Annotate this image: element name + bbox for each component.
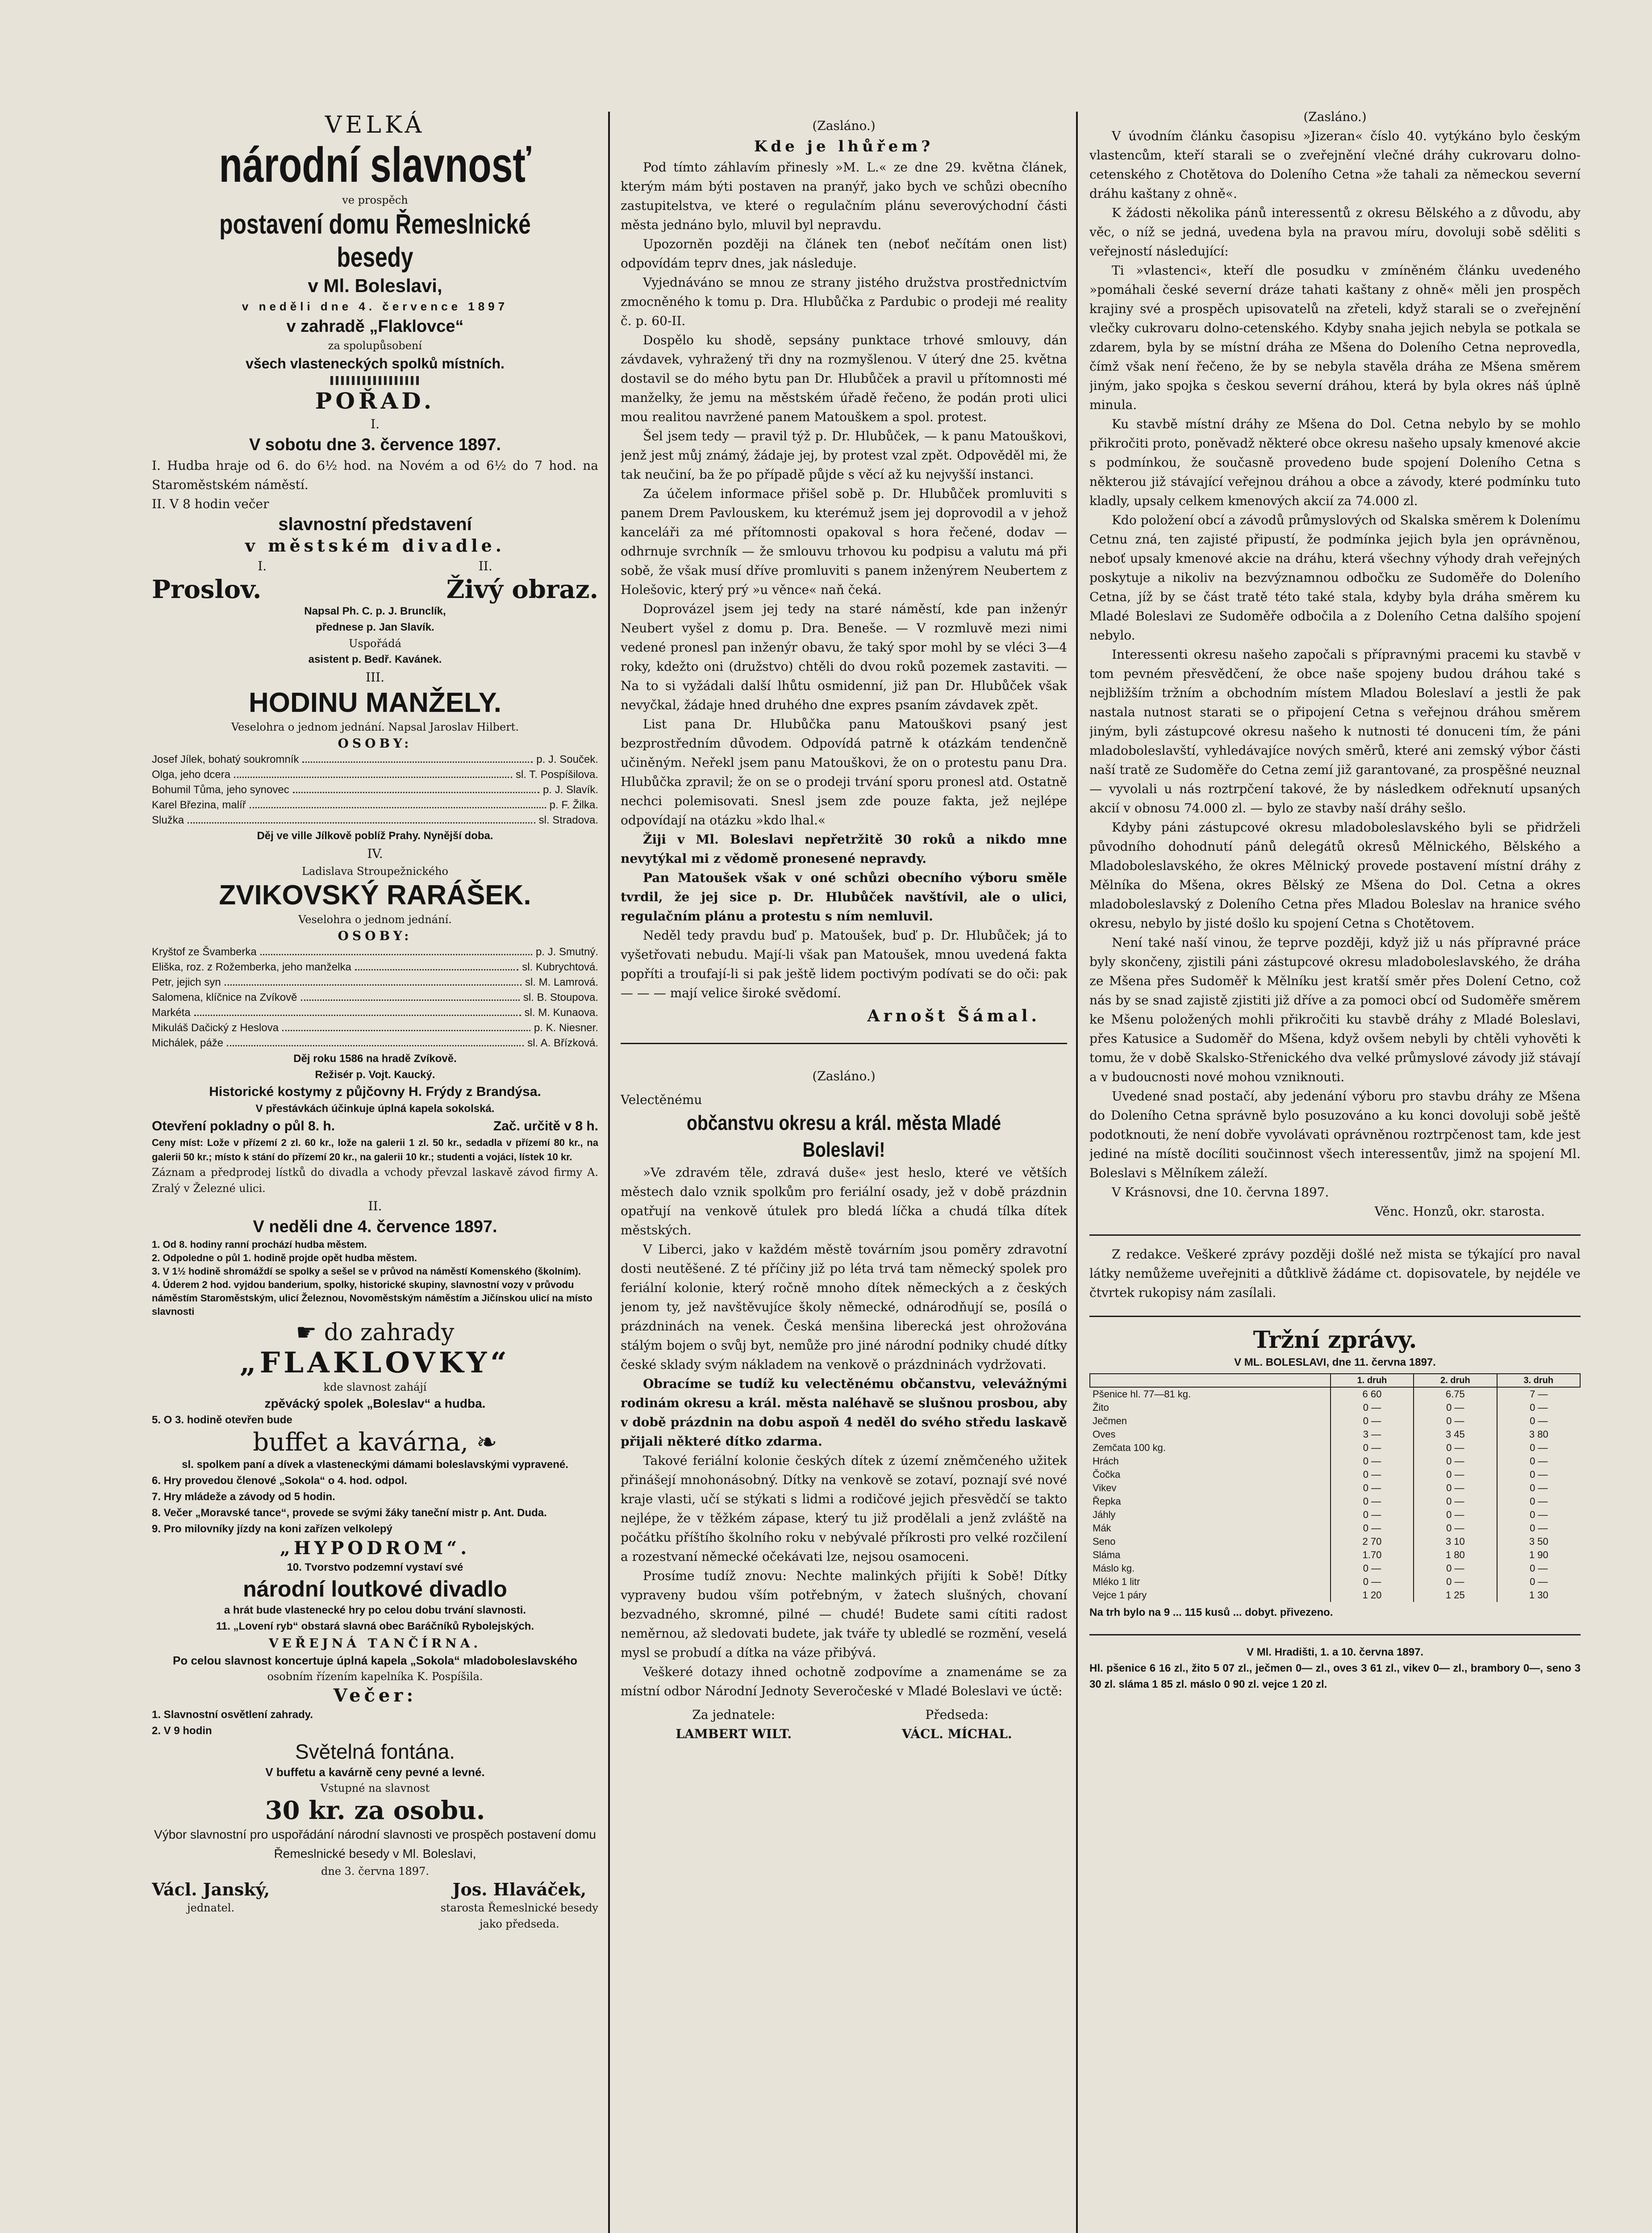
- saturday-item-2: II. V 8 hodin večer: [152, 497, 269, 511]
- to-garden-text: do zahrady: [324, 1319, 455, 1346]
- section-divider: [1089, 1316, 1581, 1317]
- price-cell: 0 —: [1331, 1414, 1414, 1428]
- cast-actor: p. J. Smutný.: [535, 946, 598, 958]
- signature-name: Václ. Janský,: [152, 1879, 270, 1899]
- price-cell: 1 90: [1497, 1548, 1580, 1562]
- saturday-item-1: I. Hudba hraje od 6. do 6½ hod. na Novém a od 6½ do 7 hod. na Staroměstském náměstí.: [152, 458, 598, 492]
- hradiste-heading: V Ml. Hradišti, 1. a 10. června 1897.: [1246, 1646, 1424, 1658]
- price-cell: 0 —: [1414, 1414, 1497, 1428]
- cast-row: [152, 975, 598, 990]
- proslov: Proslov.: [152, 575, 262, 604]
- paragraph: Obracíme se tudíž ku velectěnému občanstvu, velevážnými rodinám okresu a král. města naléhavě se slušnou prosbou, aby v době prázdnin na dobu aspoň 4 neděl do svého středu laskavě přijali některé dítko zdarma.: [621, 1376, 1067, 1449]
- number-1: I.: [258, 559, 267, 573]
- numbers-row: [152, 556, 598, 576]
- cast-role: Služka: [152, 814, 184, 826]
- commodity-cell: Mléko 1 litr: [1093, 1576, 1140, 1587]
- program-heading: POŘAD.: [315, 388, 435, 414]
- table-header-row: [1090, 1374, 1580, 1387]
- price-cell: 6 60: [1331, 1387, 1414, 1401]
- cast-row: [152, 1020, 598, 1036]
- paragraph: Doprovázel jsem jej tedy na staré náměstí, kde pan inženýr Neubert vyšel z domu p. Dra. Beneše. — V rozmluvě mezi nimi vedené pronesl pan inženýr obavu, že taký spor mohl by se vléci 3—4 roky, kdežto oni (družstvo) chtěli do dvou roků pozemek zastaviti. — Na to si vyžádali další lhůtu osmidenní, již pan Dr. Hlubůček však nevyčkal, žádaje hned druhého dne expres psaním závdavek zpět.: [621, 602, 1067, 712]
- buffet-subtitle: sl. spolkem paní a dívek a vlasteneckými dámami boleslavskými vypravené.: [182, 1459, 568, 1471]
- paragraph: Neděl tedy pravdu buď p. Matoušek, buď p. Dr. Hlubůček; já to vyšetřovati nebudu. Mají-li však pan Matoušek, mnou uvedená fakta popříti a troufají-li si pak ještě lidem poctivým podívati se do oči: pak — — — mají velice široké svědomí.: [621, 928, 1067, 1000]
- railway-and-market-column: [1089, 107, 1581, 2233]
- item-5: 5. O 3. hodině otevřen bude: [152, 1414, 292, 1426]
- activity-item: 6. Hry provedou členové „Sokola“ o 4. hod. odpol.: [152, 1475, 408, 1487]
- signatures: [152, 1879, 598, 1932]
- cast-row: [152, 782, 598, 798]
- paragraph: »Ve zdravém těle, zdravá duše« jest heslo, které ve větších městech dalo vznik spolkům pro feriální osady, jež v době prázdnin opatřují na venkově útulek pro bledá líčka a chudá tílka dítek městských.: [621, 1165, 1067, 1238]
- market-table-body: [1090, 1387, 1580, 1602]
- cast-heading-2: OSOBY:: [338, 928, 413, 943]
- commodity-cell: Pšenice hl. 77—81 kg.: [1093, 1388, 1191, 1400]
- market-subheading: V ML. BOLESLAVI, dne 11. června 1897.: [1234, 1356, 1436, 1368]
- author-line-2: přednese p. Jan Slavík.: [316, 621, 434, 633]
- zivy-obraz: Živý obraz.: [446, 575, 598, 604]
- letter-2-signatures: [621, 1705, 1067, 1744]
- price-cell: 0 —: [1497, 1508, 1580, 1522]
- subtitle-6: za spolupůsobení: [328, 339, 422, 352]
- price-cell: 1 80: [1414, 1548, 1497, 1562]
- commodity-cell: Řepka: [1093, 1496, 1121, 1507]
- cast-actor: p. F. Žilka.: [549, 799, 598, 811]
- signature-name: VÁCL. MÍCHAL.: [901, 1727, 1012, 1741]
- box-office-opening: Otevření pokladny o půl 8. h.: [152, 1119, 335, 1133]
- paragraph: V Liberci, jako v každém městě továrním jsou poměry zdravotní dosti neutěšené. Z té příčiny již po léta trvá tam německý spolek pro feriální kolonie, který ročně mnoho dítek německých a z českých jenom ty, jež navštěvujíce školy německé, odnárodňují se, posílá o prázdninách na venek. Česká menšina liberecká jest ohrožována stálým bojem o svůj byt, nemůže pro jiné národní podniky chudé dítky české sklady svým nákladem na venkově o prázdninách vydržovati.: [621, 1242, 1067, 1372]
- price-cell: 0 —: [1331, 1401, 1414, 1414]
- signature-role: starosta Řemeslnické besedy: [440, 1902, 598, 1914]
- number-2: II.: [478, 559, 492, 573]
- price-cell: 0 —: [1414, 1401, 1497, 1414]
- price-cell: 3 80: [1497, 1428, 1580, 1441]
- flaklovky-title: „FLAKLOVKY“: [239, 1346, 511, 1380]
- sunday-item: 4. Úderem 2 hod. vyjdou banderium, spolky, historické skupiny, slavnostní vozy v průvodu náměstím Staroměstským, ulicí Železnou, Novoměstským náměstím a Jičínskou ulicí na místo slavnosti: [152, 1279, 592, 1317]
- cast-role: Olga, jeho dcera: [152, 769, 231, 781]
- commodity-cell: Mák: [1093, 1522, 1111, 1534]
- activity-item: 8. Večer „Moravské tance“, provede se svými žáky taneční mistr p. Ant. Duda.: [152, 1507, 547, 1519]
- saturday-heading: V sobotu dne 3. července 1897.: [249, 435, 501, 454]
- cast-actor: p. J. Slavík.: [542, 784, 598, 796]
- intermission-note: V přestávkách účinkuje úplná kapela sokolská.: [255, 1103, 495, 1115]
- editorial-note: Z redakce. Veškeré zprávy později došlé než mista se týkající pro naval látky nemůžeme uveřejniti a důtklivě žádáme ct. dopisovatele, by nejdéle ve čtvrtek rukopisy nám zasílali.: [1089, 1247, 1581, 1300]
- paragraph: Není také naší vinou, že teprve později, když již u nás přípravné práce byly skončeny, zjistili páni zástupcové okresu mladoboleslavského, že dráha ze Mšena přes Sudoměř k Mělníku jest kratší směr přes Dolení Cetno, což nás by se snad zajistě zjistiti již dříve a za pomoci obcí od Sudoměře směrem ke Mšenu položených mohli přikročiti ku stavbě dráhy z Mladé Boleslavi, přes Katusice a Sudoměř do Mšena, když ovšem nebyli by chtěli vyhověti k tomu, že v době Skalsko-Střenického dva velké průmyslové závody již stávají a v budoucnosti nové mohou vzniknouti.: [1089, 935, 1581, 1084]
- place-date: V Krásnovsi, dne 10. června 1897.: [1112, 1185, 1329, 1200]
- price-cell: 0 —: [1497, 1468, 1580, 1481]
- price-cell: 0 —: [1331, 1468, 1414, 1481]
- price-cell: 0 —: [1414, 1481, 1497, 1495]
- evening-heading: Večer:: [333, 1685, 417, 1706]
- subtitle-2: postavení domu Řemeslnické besedy: [219, 209, 531, 273]
- table-row: [1090, 1401, 1580, 1414]
- table-row: [1090, 1522, 1580, 1535]
- buffet-title: [152, 1428, 598, 1457]
- ornament-divider: [330, 376, 420, 385]
- sunday-item: 1. Od 8. hodiny ranní prochází hudba městem.: [152, 1239, 367, 1250]
- price-cell: 0 —: [1497, 1562, 1580, 1575]
- paragraph: Za účelem informace přišel sobě p. Dr. Hlubůček promluviti s panem Drem Pavlouskem, ku kterémuž jsem jej doprovodil a v jehož kanceláři za mé přítomnosti opakoval s hora řečené, dodav — odhrnuje svrchník — že smlouvu trhovou ku podpisu a valutu má při sobě, že však musí dříve promluviti s panem inženýrem Neubertem z Holešovic, který prý »u věnce« naň čeká.: [621, 486, 1067, 597]
- table-header: [1090, 1374, 1331, 1387]
- subtitle-7: všech vlasteneckých spolků místních.: [246, 355, 505, 372]
- price-cell: 0 —: [1497, 1414, 1580, 1428]
- paragraph: Upozorněn později na článek ten (neboť nečítám onen list) odpovídám teprv dnes, jak následuje.: [621, 237, 1067, 271]
- signature-block-2: [902, 1705, 1012, 1744]
- sunday-item: 2. Odpoledne o půl 1. hodině projde opět hudba městem.: [152, 1252, 417, 1263]
- price-cell: 3 50: [1497, 1535, 1580, 1548]
- price-cell: 7 —: [1497, 1387, 1580, 1401]
- price-cell: 2 70: [1331, 1535, 1414, 1548]
- cast-row: [152, 813, 598, 828]
- cast-role: Petr, jejich syn: [152, 976, 221, 988]
- section-4: IV.: [367, 846, 383, 861]
- cast-actor: sl. Kubrychtová.: [522, 961, 598, 973]
- play-2-title: ZVIKOVSKÝ RARÁŠEK.: [219, 880, 531, 911]
- letter-2-heading: občanstvu okresu a král. města Mladé Boleslavi!: [686, 1111, 1001, 1161]
- signature-name: LAMBERT WILT.: [676, 1727, 792, 1741]
- cast-row: [152, 798, 598, 813]
- assistant: asistent p. Bedř. Kavánek.: [308, 653, 442, 665]
- price-cell: 0 —: [1414, 1441, 1497, 1455]
- livestock-note: Na trh bylo na 9 ... 115 kusů ... dobyt. přivezeno.: [1089, 1606, 1333, 1618]
- letter-2-body: [621, 1163, 1067, 1701]
- table-row: [1090, 1428, 1580, 1441]
- choir-band: zpěvácký spolek „Boleslav“ a hudba.: [264, 1397, 486, 1410]
- paragraph: Uvedené snad postačí, aby jedenání výboru pro stavbu dráhy ze Mšena do Doleního Cetna správně bylo posuzováno a ku konci dovoluji sobě ještě podotknouti, že není dobře vyvolávati oprávněnou roztrpčenost tam, kde jest jediné na místě docíliti součinnost všech interessentův, jimž na spojení Ml. Boleslavi s Mělníkem záleží.: [1089, 1089, 1581, 1180]
- signature-2: [441, 1879, 598, 1932]
- cast-role: Eliška, roz. z Rožemberka, jeho manželka: [152, 961, 351, 973]
- committee-date: dne 3. června 1897.: [321, 1865, 429, 1878]
- section-number: I.: [371, 417, 380, 431]
- letter-1-body: [621, 158, 1067, 1003]
- table-row: [1090, 1535, 1580, 1548]
- cast-role: Michálek, páže: [152, 1037, 224, 1049]
- table-row: [1090, 1575, 1580, 1589]
- play-1-subtitle: Veselohra o jednom jednání. Napsal Jaroslav Hilbert.: [231, 721, 519, 733]
- to-garden: [152, 1318, 598, 1347]
- cast-row: [152, 960, 598, 975]
- commodity-cell: Zemčata 100 kg.: [1093, 1442, 1166, 1453]
- table-row: [1090, 1468, 1580, 1481]
- ticket-prices: Ceny míst: Lože v přízemí 2 zl. 60 kr., lože na galerii 1 zl. 50 kr., sedadla v přízemí 80 kr., na galerii 50 kr.; místo k stání do přízemí 20 kr., na galerii 10 kr.; studenti a vojáci, lístek 10 kr.: [152, 1137, 598, 1162]
- sunday-heading: V neděli dne 4. července 1897.: [253, 1217, 497, 1236]
- price-cell: 0 —: [1497, 1575, 1580, 1589]
- cast-role: Josef Jílek, bohatý soukromník: [152, 753, 299, 765]
- price-cell: 0 —: [1414, 1455, 1497, 1468]
- section-divider: [1089, 1234, 1581, 1236]
- price-cell: 0 —: [1497, 1495, 1580, 1508]
- paragraph: Vyjednáváno se mnou ze strany jistého družstva prostřednictvím zmocněného k tomu p. Dra. Hlubůčka z Pardubic o prodeji mé reality č. p. 60-II.: [621, 275, 1067, 328]
- commodity-cell: Vejce 1 páry: [1093, 1589, 1147, 1601]
- railway-signature: Věnc. Honzů, okr. starosta.: [1374, 1204, 1545, 1219]
- sent-label: (Zasláno.): [812, 118, 876, 133]
- paragraph: Žiji v Ml. Boleslavi nepřetržitě 30 roků a nikdo mne nevytýkal mi z vědomě pronesené nepravdy.: [621, 832, 1067, 866]
- admission-label: Vstupné na slavnost: [320, 1782, 430, 1794]
- section-3: III.: [365, 670, 385, 685]
- price-cell: 1.70: [1331, 1548, 1414, 1562]
- signature-role: Za jednatele:: [692, 1707, 776, 1722]
- letter-column: [621, 107, 1067, 2233]
- price-cell: 0 —: [1331, 1455, 1414, 1468]
- setting-1: Děj ve ville Jílkově poblíž Prahy. Nynější doba.: [257, 830, 493, 842]
- committee-note: Výbor slavnostní pro uspořádání národní slavnosti ve prospěch postavení domu Řemeslnické besedy v Ml. Boleslavi,: [154, 1827, 596, 1861]
- cast-actor: sl. A. Břízková.: [527, 1037, 598, 1049]
- subtitle-3: v Ml. Boleslavi,: [308, 275, 442, 296]
- price-cell: 0 —: [1331, 1441, 1414, 1455]
- sent-label-3: (Zasláno.): [1303, 109, 1367, 124]
- letter-1-signature: Arnošt Šámal.: [867, 1007, 1040, 1025]
- paragraph: Kdo položení obcí a závodů průmyslových od Skalska směrem k Dolenímu Cetnu zná, ten zajisté připustí, že podmínka jejich byla jen oprávněnou, neboť upsaly kmenové akcie na dráhu, která všechny výhody drah veřejných poskytuje a nikoliv na bezvýznamnou odbočku ze Sudoměře do Doleního Cetna, jíž by se část tratě této také stala, kdyby byla dráha směrem ku Mladé Boleslavi ze Sudoměře odbočila a z Doleního Cetna dalšího spojení nebylo.: [1089, 513, 1581, 643]
- signature-1: [152, 1879, 270, 1932]
- table-row: [1090, 1508, 1580, 1522]
- cast-actor: p. J. Souček.: [536, 753, 598, 765]
- concert-note: Po celou slavnost koncertuje úplná kapela „Sokola“ mladoboleslavského: [173, 1654, 577, 1667]
- table-row: [1090, 1562, 1580, 1575]
- puppet-theatre: národní loutkové divadlo: [243, 1576, 507, 1602]
- section-divider: [1089, 1634, 1581, 1635]
- table-row: [1090, 1548, 1580, 1562]
- commodity-cell: Vikev: [1093, 1482, 1117, 1493]
- opening-note: kde slavnost zahájí: [323, 1381, 427, 1393]
- price-cell: 0 —: [1414, 1562, 1497, 1575]
- cast-actor: sl. M. Lamrová.: [525, 976, 598, 988]
- table-row: [1090, 1387, 1580, 1401]
- market-price-table: [1089, 1373, 1581, 1602]
- price-cell: 0 —: [1497, 1481, 1580, 1495]
- presale-note: Záznam a předprodej lístků do divadla a vchody převzal laskavě závod firmy A. Zralý v Železné ulici.: [152, 1166, 598, 1195]
- cast-actor: sl. Stradova.: [538, 814, 598, 826]
- signature-role-2: jako předseda.: [480, 1918, 559, 1930]
- subtitle-4: v neděli dne 4. července 1897: [242, 300, 509, 313]
- admission-price: 30 kr. za osobu.: [265, 1796, 485, 1825]
- cast-row: [152, 752, 598, 767]
- price-cell: 0 —: [1497, 1401, 1580, 1414]
- section-divider: [621, 1043, 1067, 1044]
- column-divider-2: [1076, 112, 1078, 2233]
- signature-block-1: [676, 1705, 792, 1744]
- cast-actor: sl. B. Stoupova.: [523, 991, 598, 1004]
- cast-role: Kryštof ze Švamberka: [152, 946, 257, 958]
- price-cell: 0 —: [1414, 1508, 1497, 1522]
- cast-role: Markéta: [152, 1007, 191, 1019]
- activity-item: 7. Hry mládeže a závody od 5 hodin.: [152, 1491, 335, 1503]
- price-cell: 3 45: [1414, 1428, 1497, 1441]
- play-1-title: HODINU MANŽELY.: [248, 687, 502, 718]
- performance-line-1: slavnostní představení: [278, 514, 472, 534]
- bandmaster: osobním řízením kapelníka K. Pospíšila.: [267, 1670, 483, 1683]
- table-row: [1090, 1589, 1580, 1602]
- title-big: národní slavnosť: [219, 138, 531, 192]
- paragraph: List pana Dr. Hlubůčka panu Matouškovi psaný jest bezprostředním důvodem. Odpovídá patrně k otázkám tendenčně učiněným. Neřekl jsem panu Matouškovi, že on o protestu panu Dra. Hlubůčka zpravil; že on se o prodeji trvání sporu pronesl atd. Ostatně nechci polemisovati. Snesl jsem zde pouze fakta, jež nejlépe odpovídají na otázku »kdo lhal.«: [621, 717, 1067, 828]
- price-cell: 1 20: [1331, 1589, 1414, 1602]
- commodity-cell: Čočka: [1093, 1469, 1121, 1480]
- commodity-cell: Máslo kg.: [1093, 1563, 1135, 1574]
- setting-2: Děj roku 1586 na hradě Zvíkově.: [293, 1053, 457, 1065]
- cast-heading-1: OSOBY:: [338, 736, 413, 751]
- cast-row: [152, 945, 598, 960]
- price-cell: 0 —: [1331, 1562, 1414, 1575]
- commodity-cell: Sláma: [1093, 1549, 1121, 1560]
- price-cell: 0 —: [1331, 1495, 1414, 1508]
- paragraph: Kdyby páni zástupcové okresu mladoboleslavského byli se přidrželi původního dohodnutí pánů delegátů okresů Mělnického, Bělského a Mladoboleslavského, že okres Mělnický provede postavení místní dráhy z Mělníka do Mšena, okres Bělský ze Mšena do Dol. Cetna a okres mladoboleslavský z Doleního Cetna přes Mladou Boleslav na hranice svého okresu, nebylo by jisté došlo ku spojení Cetna s Chotětovem.: [1089, 820, 1581, 931]
- price-cell: 0 —: [1414, 1468, 1497, 1481]
- paragraph: Prosíme tudíž znovu: Nechte malinkých přijíti k Sobě! Dítky vypraveny budou vším potřebným, v žatech slušných, chovaní bezvadného, skromné, pilné — chudé! Budete sami cítiti radost neměrnou, až sledovati budete, jak tváře ty ubledlé se rozmění, veselá mysl se probudí a dítka na váze přibývá.: [621, 1568, 1067, 1660]
- buffet-prices: V buffetu a kavárně ceny pevné a levné.: [265, 1765, 485, 1779]
- table-row: [1090, 1481, 1580, 1495]
- director: Režisér p. Vojt. Kaucký.: [315, 1069, 435, 1081]
- cast-row: [152, 990, 598, 1005]
- price-cell: 0 —: [1331, 1575, 1414, 1589]
- paragraph: Veškeré dotazy ihned ochotně zodpovíme a znamenáme se za místní odbor Národní Jednoty Severočeské v Mladé Boleslavi ve úctě:: [621, 1664, 1067, 1698]
- cast-actor: sl. M. Kunaova.: [524, 1007, 598, 1019]
- cast-list-2: [152, 945, 598, 1051]
- column-divider-1: [608, 112, 610, 2233]
- light-fountain: Světelná fontána.: [295, 1740, 455, 1763]
- table-row: [1090, 1414, 1580, 1428]
- price-cell: 0 —: [1497, 1441, 1580, 1455]
- price-cell: 3 10: [1414, 1535, 1497, 1548]
- play-2-subtitle: Veselohra o jednom jednání.: [298, 913, 452, 926]
- sunday-item: 3. V 1½ hodině shromáždí se spolky a sešel se v průvod na náměstí Komenského (školním).: [152, 1266, 581, 1277]
- cast-row: [152, 1005, 598, 1020]
- paragraph: Ti »vlastenci«, kteří dle posudku v zmíněném článku uvedeného »pomáhali české severní dráze tahati kaštany z ohně« měli jen prospěch krajiny své a prospěch upisovatelů na zřeteli, když starali se o zveřejnění vlečky cukrovaru dolno-cetenského. Kdyby snaha jejich nebyla se potkala se zdarem, byla by se místní dráha ze Mšena do Doleního Cetna neprovedla, čímž však není řečeno, že by se nebyla stavěla dráha ze Mšena směrem jiným, jako spojka s českou severní dráhou, která by byla okres náš úplně minula.: [1089, 263, 1581, 412]
- commodity-cell: Hrách: [1093, 1455, 1119, 1467]
- subtitle-1: ve prospěch: [342, 194, 408, 206]
- price-cell: 1 25: [1414, 1589, 1497, 1602]
- paragraph: V úvodním článku časopisu »Jizeran« číslo 40. vytýkáno bylo českým vlastencům, kteří starali se o zveřejnění vlečné dráhy cukrovaru dolno-cetenského z Chotětova do Doleního Cetna »že tahali za německou severní dráhu kaštany z ohně«.: [1089, 129, 1581, 201]
- paragraph: Pod tímto záhlavím přinesly »M. L.« ze dne 29. května článek, kterým mám býti postaven na pranýř, jako bych ve schůzi obecního zastupitelstva, ve které o regulačním plánu severovýchodní části města jednáno bylo, mluvil byl nepravdu.: [621, 160, 1067, 232]
- commodity-cell: Jáhly: [1093, 1509, 1116, 1520]
- paragraph: K žádosti několika pánů interessentů z okresu Bělského a z důvodu, aby věc, o níž se jedná, uvedena byla na pravou míru, dovoluji sobě sděliti s veřejností následující:: [1089, 205, 1581, 259]
- item-11b: 11. „Lovení ryb“ obstará slavná obec Baráčníků Rybolejských.: [216, 1620, 534, 1632]
- section-2b: II.: [368, 1199, 382, 1213]
- proslov-row: [152, 576, 598, 603]
- cast-actor: p. K. Niesner.: [534, 1022, 598, 1034]
- play-2-author: Ladislava Stroupežnického: [302, 865, 448, 878]
- table-row: [1090, 1495, 1580, 1508]
- subtitle-5: v zahradě „Flaklovce“: [286, 317, 464, 336]
- signature-role: jednatel.: [187, 1902, 235, 1914]
- pointing-hand-icon: ☛: [296, 1319, 324, 1346]
- table-header: 3. druh: [1497, 1374, 1580, 1387]
- ornament-icon: ❧: [468, 1428, 497, 1457]
- cast-role: Karel Březina, malíř: [152, 799, 246, 811]
- commodity-cell: Oves: [1093, 1429, 1116, 1440]
- evening-item-2: 2. V 9 hodin: [152, 1725, 212, 1737]
- price-cell: 0 —: [1414, 1495, 1497, 1508]
- railway-letter-body: [1089, 126, 1581, 1183]
- cast-row: [152, 767, 598, 782]
- buffet-text: buffet a kavárna,: [253, 1428, 468, 1457]
- cast-role: Bohumil Tůma, jeho synovec: [152, 784, 289, 796]
- cast-list-1: [152, 752, 598, 828]
- paragraph: Dospělo ku shodě, sepsány punktace trhové smlouvy, dán závdavek, vyhražený tři dny na rozmyšlenou. V úterý dne 25. května dostavil se do mého bytu pan Dr. Hlubůček a pravil u přítomnosti mé manželky, že jemu na městském úřadě řečeno, že podán proti ulici mou realitou navržené panem Matouškem a spol. protest.: [621, 333, 1067, 424]
- festival-program-column: [152, 107, 598, 2233]
- hypodrom: „HYPODROM“.: [280, 1538, 471, 1559]
- commodity-cell: Ječmen: [1093, 1415, 1127, 1426]
- paragraph: Ku stavbě místní dráhy ze Mšena do Dol. Cetna nebylo by se mohlo přikročiti proto, poněvadž některé obce okresu našeho upsaly kmenové akcie s podmínkou, že současně provedeno bude spojení Doleního Cetna s některou již stávající veřejnou dráhou a obce a závody, které podmínku tuto kladly, upsaly celkem kmenových akcií za 74.000 zl.: [1089, 417, 1581, 508]
- cast-role: Mikuláš Dačický z Heslova: [152, 1022, 279, 1034]
- cast-row: [152, 1036, 598, 1051]
- letter-1-heading: Kde je lhůřem?: [754, 138, 934, 155]
- market-heading: Tržní zprávy.: [1253, 1326, 1417, 1354]
- price-cell: 0 —: [1497, 1522, 1580, 1535]
- price-cell: 0 —: [1497, 1455, 1580, 1468]
- paragraph: Interessenti okresu našeho započali s přípravnými pracemi ku stavbě v tom pevném přesvědčení, že obce naše spojeny budou dráhou také s nejbližším tržním a obchodním místem Mladou Boleslaví a jestli že pak nastala nutnost starati se o připojení Cetna s veřejnou dráhou směrem jiným, byli zástupcové okresu našeho k nutnosti té donuceni tím, že páni mladoboleslavští, vyhledávajíce nových směrů, které ani zemský výbor části naší tratě ze Sudoměře do Cetna zemí již garantované, za prospěšné neuznal — vyvolali u nás roztrpčení takové, že by následkem odřeknutí upsaných akcií v obnosu 74.000 zl. — bylo ze stavby naší dráhy sešlo.: [1089, 647, 1581, 815]
- price-cell: 0 —: [1331, 1508, 1414, 1522]
- dance-hall: VEŘEJNÁ TANČÍRNA.: [268, 1636, 482, 1651]
- commodity-cell: Žito: [1093, 1402, 1109, 1413]
- salutation: Velectěnému: [621, 1092, 702, 1107]
- costumes: Historické kostymy z půjčovny H. Frýdy z Brandýsa.: [209, 1084, 541, 1099]
- table-header: 2. druh: [1414, 1374, 1497, 1387]
- cast-actor: sl. T. Pospíšilova.: [516, 769, 598, 781]
- activity-item: 9. Pro milovníky jízdy na koni zařízen velkolepý: [152, 1523, 392, 1535]
- price-cell: 6.75: [1414, 1387, 1497, 1401]
- paragraph: Šel jsem tedy — pravil týž p. Dr. Hlubůček, — k panu Matouškovi, jenž jest můj známý, žádaje jej, by protest vzal zpět. Odpověděl mi, že tak neučiní, ba že po případě půjde s věcí až ku nejvyšší instanci.: [621, 429, 1067, 482]
- paragraph: Takové feriální kolonie českých dítek z území zněmčeného užitek přinášejí mnohonásobný. Dítky na venkově se zotaví, poznají své nové kraje vlasti, učí se stýkati s lidmi a rodičové jejich přesvědčí se takto nejlépe, že v těžkém zápase, který tu již prodělali a jenž zvláště na počátku příštího školního roku v nebývalé příkrosti pro velké rozčilení a rozestvaní německé očekávati lze, nejsou osamoceni.: [621, 1453, 1067, 1564]
- item-10: 10. Tvorstvo podzemní vystaví své: [287, 1561, 463, 1573]
- title-small: VELKÁ: [325, 112, 426, 138]
- signature-role: Předseda:: [925, 1707, 989, 1722]
- table-row: [1090, 1455, 1580, 1468]
- table-row: [1090, 1441, 1580, 1455]
- evening-item-1: 1. Slavnostní osvětlení zahrady.: [152, 1709, 313, 1721]
- price-cell: 3 —: [1331, 1428, 1414, 1441]
- price-cell: 1 30: [1497, 1589, 1580, 1602]
- start-time: Zač. určitě v 8 h.: [493, 1119, 598, 1133]
- price-cell: 0 —: [1414, 1575, 1497, 1589]
- table-header: 1. druh: [1331, 1374, 1414, 1387]
- cast-role: Salomena, klíčnice na Zvíkově: [152, 991, 297, 1004]
- price-cell: 0 —: [1331, 1522, 1414, 1535]
- price-cell: 0 —: [1414, 1522, 1497, 1535]
- organizer-label: Uspořádá: [349, 637, 401, 650]
- price-cell: 0 —: [1331, 1481, 1414, 1495]
- item-11a: a hrát bude vlastenecké hry po celou dobu trvání slavnosti.: [224, 1604, 526, 1616]
- commodity-cell: Seno: [1093, 1536, 1116, 1547]
- performance-line-2: v městském divadle.: [245, 535, 505, 556]
- opening-row: [152, 1117, 598, 1136]
- paragraph: Pan Matoušek však v oné schůzi obecního výboru směle tvrdil, že jej sice p. Dr. Hlubůček navštívil, ale o ulici, regulačním plánu a protestu s ním nemluvil.: [621, 870, 1067, 924]
- author-line-1: Napsal Ph. C. p. J. Brunclík,: [304, 605, 446, 617]
- signature-name: Jos. Hlaváček,: [452, 1879, 587, 1899]
- hradiste-prices: Hl. pšenice 6 16 zl., žito 5 07 zl., ječmen 0— zl., oves 3 61 zl., vikev 0— zl., brambory 0—, seno 3 30 zl. sláma 1 85 zl. máslo 0 90 zl. vejce 1 20 zl.: [1089, 1662, 1581, 1690]
- sent-label-2: (Zasláno.): [812, 1069, 876, 1083]
